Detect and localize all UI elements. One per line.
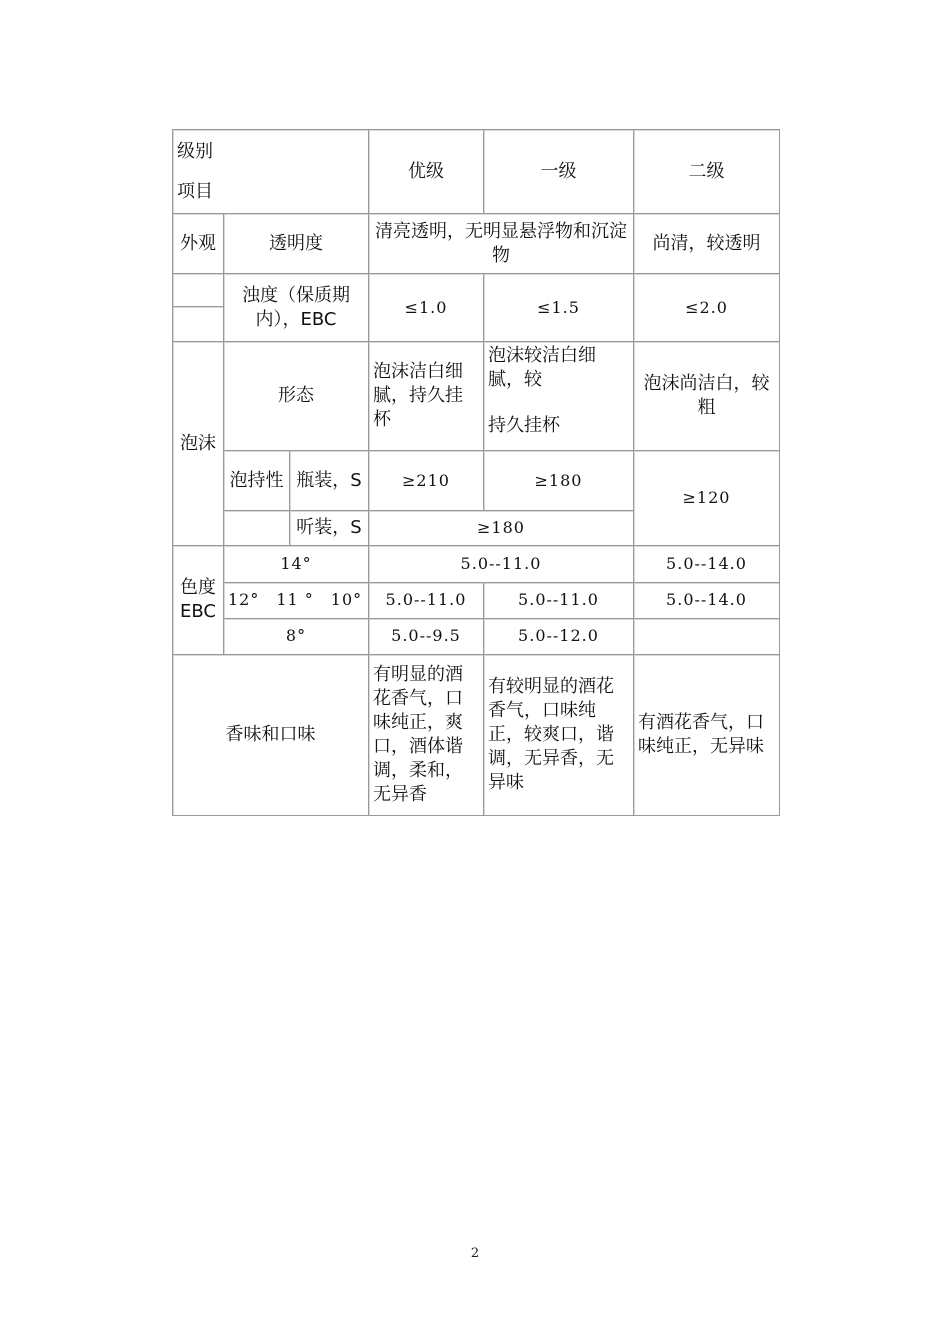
bottle-label: 瓶装，S <box>290 450 369 510</box>
transparency-premium-first: 清亮透明，无明显悬浮物和沉淀物 <box>369 214 634 273</box>
foam-form-first-line1: 泡沫较洁白细腻，较 <box>488 345 596 391</box>
aroma-premium: 有明显的酒花香气，口味纯正，爽口，酒体谐调，柔和，无异香 <box>369 655 484 816</box>
can-premium-first: ≥180 <box>369 511 634 546</box>
aroma-label: 香味和口味 <box>173 655 369 816</box>
transparency-second: 尚清，较透明 <box>634 214 780 273</box>
foam-category: 泡沫 <box>173 342 224 546</box>
color-row <box>173 546 780 582</box>
color-premium: 5.0--9.5 <box>369 618 484 654</box>
blank-cell <box>173 307 224 342</box>
transparency-label: 透明度 <box>224 214 369 273</box>
grade-premium-header: 优级 <box>369 130 484 214</box>
color-label: 12° 11 ° 10° <box>224 582 369 618</box>
header-row <box>173 130 780 214</box>
foam-form-first-line2: 持久挂杯 <box>488 415 560 437</box>
foam-retention-second: ≥120 <box>634 450 780 546</box>
turbidity-premium: ≤1.0 <box>369 273 484 341</box>
beer-quality-grade-table <box>172 129 780 816</box>
foam-form-row <box>173 342 780 451</box>
appearance-row <box>173 214 780 273</box>
color-premium: 5.0--11.0 <box>369 582 484 618</box>
grade-second-header: 二级 <box>634 130 780 214</box>
color-label: 14° <box>224 546 369 582</box>
grade-first-header: 一级 <box>484 130 634 214</box>
color-second: 5.0--14.0 <box>634 546 780 582</box>
foam-bottle-row <box>173 450 780 510</box>
color-row <box>173 582 780 618</box>
color-second <box>634 618 780 654</box>
page-number: 2 <box>470 1246 480 1261</box>
turbidity-second: ≤2.0 <box>634 273 780 341</box>
bottle-first: ≥180 <box>484 450 634 510</box>
turbidity-row-a <box>173 273 780 306</box>
color-first: 5.0--12.0 <box>484 618 634 654</box>
blank-cell <box>173 273 224 306</box>
appearance-category: 外观 <box>173 214 224 273</box>
color-label: 8° <box>224 618 369 654</box>
turbidity-first: ≤1.5 <box>484 273 634 341</box>
foam-form-second: 泡沫尚洁白，较粗 <box>634 342 780 451</box>
aroma-first: 有较明显的酒花香气，口味纯正，较爽口，谐调，无异香，无异味 <box>484 655 634 816</box>
foam-form-label: 形态 <box>224 342 369 451</box>
foam-retention-label: 泡持性 <box>224 450 290 510</box>
turbidity-label: 浊度（保质期内），EBC <box>224 273 369 341</box>
foam-form-premium: 泡沫洁白细腻，持久挂杯 <box>369 342 484 451</box>
item-axis-label: 项目 <box>177 180 213 202</box>
color-second: 5.0--14.0 <box>634 582 780 618</box>
bottle-premium: ≥210 <box>369 450 484 510</box>
corner-header-cell <box>173 130 369 214</box>
color-premium-first: 5.0--11.0 <box>369 546 634 582</box>
foam-form-first <box>484 342 634 451</box>
color-category: 色度 EBC <box>173 546 224 655</box>
grade-axis-label: 级别 <box>177 140 213 162</box>
color-row <box>173 618 780 654</box>
aroma-second: 有酒花香气，口味纯正，无异味 <box>634 655 780 816</box>
can-label: 听装，S <box>290 511 369 546</box>
blank-cell <box>224 511 290 546</box>
aroma-row <box>173 655 780 816</box>
color-first: 5.0--11.0 <box>484 582 634 618</box>
